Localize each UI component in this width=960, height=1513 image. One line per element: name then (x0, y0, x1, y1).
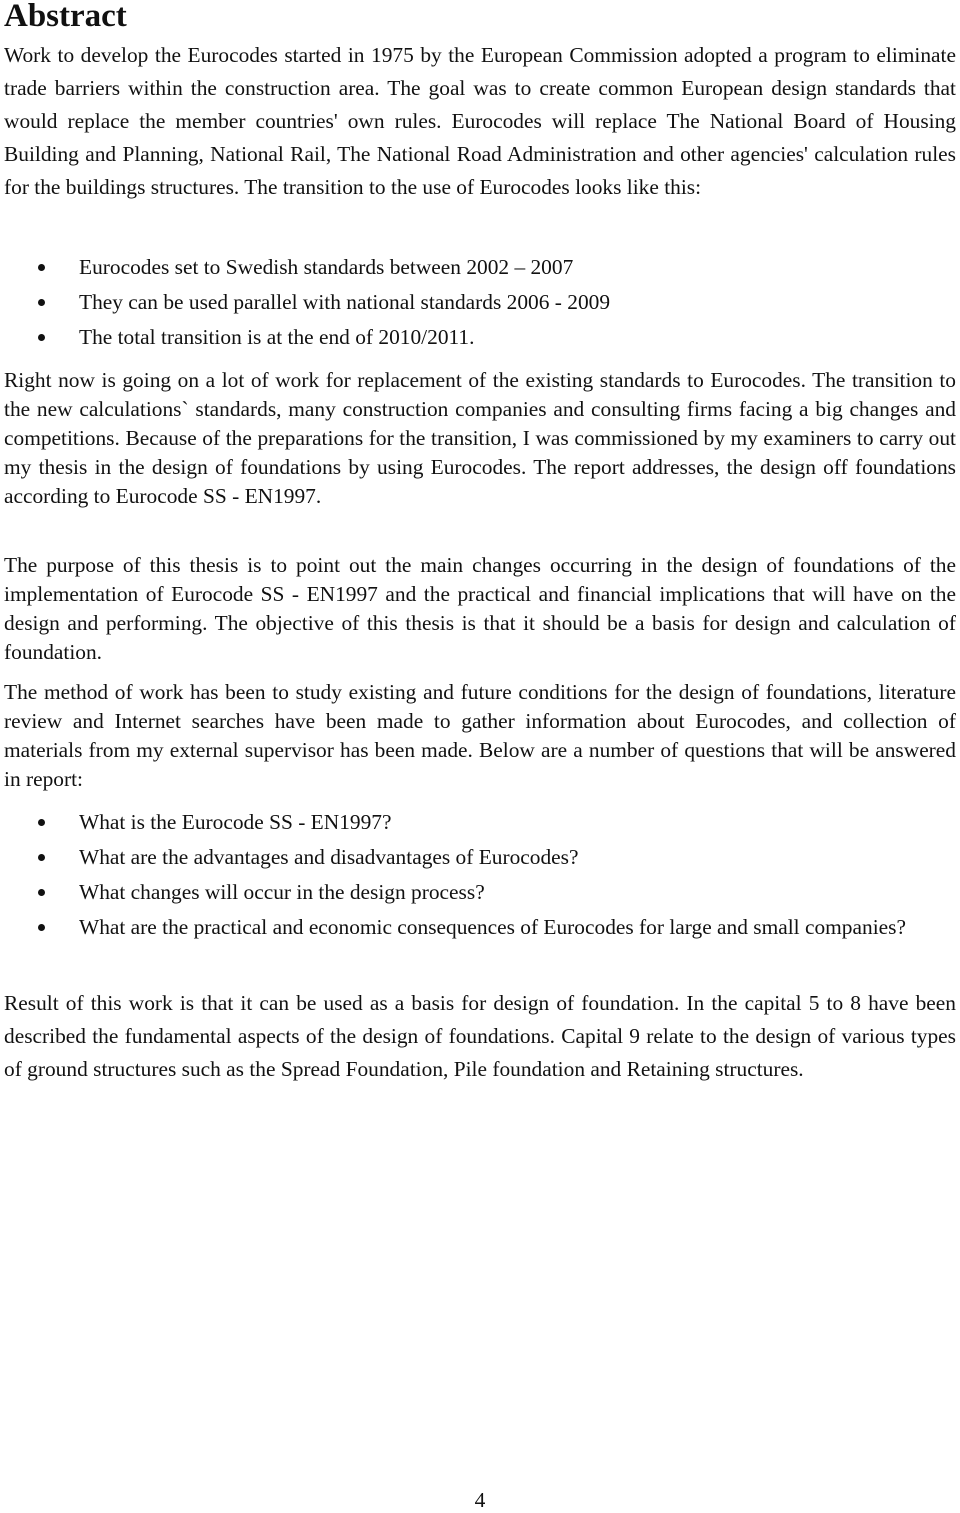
bullet-icon (38, 819, 45, 826)
bullet-icon (38, 264, 45, 271)
bullet-icon (38, 334, 45, 341)
list-item (0, 875, 956, 909)
list-item-text: What changes will occur in the design process? (79, 880, 485, 904)
bullet-icon (38, 854, 45, 861)
list-item (0, 250, 956, 285)
current-work-paragraph: Right now is going on a lot of work for replacement of the existing standards to Eurocodes. The transition to the new calculations` standards, many construction companies and consulting firms facing a big changes and competitions. Because of the preparations for the transition, I was commissioned by my examiners to carry out my thesis in the design of foundations by using Eurocodes. The report addresses, the design off foundations according to Eurocode SS - EN1997. (4, 368, 956, 508)
bullet-icon (38, 299, 45, 306)
list-item (0, 285, 956, 320)
bullet-icon (38, 924, 45, 931)
list-item (0, 320, 956, 355)
questions-list (0, 805, 956, 945)
list-item-text: What are the practical and economic consequences of Eurocodes for large and small companies? (79, 915, 906, 939)
page-title: Abstract (4, 0, 127, 34)
intro-paragraph: Work to develop the Eurocodes started in 1975 by the European Commission adopted a program to eliminate trade barriers within the construction area. The goal was to create common European design standards that would replace the member countries' own rules. Eurocodes will replace The National Board of Housing Building and Planning, National Rail, The National Road Administration and other agencies' calculation rules for the buildings structures. The transition to the use of Eurocodes looks like this: (4, 43, 956, 199)
result-paragraph: Result of this work is that it can be used as a basis for design of foundation. In the capital 5 to 8 have been described the fundamental aspects of the design of foundations. Capital 9 relate to the design of various types of ground structures such as the Spread Foundation, Pile foundation and Retaining structures. (4, 991, 956, 1081)
transition-list (0, 250, 956, 355)
page-number: 4 (474, 1488, 486, 1512)
list-item-text: They can be used parallel with national standards 2006 - 2009 (79, 290, 611, 314)
bullet-icon (38, 889, 45, 896)
list-item (0, 840, 956, 874)
list-item (0, 805, 956, 839)
purpose-paragraph: The purpose of this thesis is to point out the main changes occurring in the design of foundations of the implementation of Eurocode SS - EN1997 and the practical and financial implications that will have on the design and performing. The objective of this thesis is that it should be a basis for design and calculation of foundation. (4, 553, 956, 664)
list-item-text: What are the advantages and disadvantages of Eurocodes? (79, 845, 579, 869)
list-item-text: Eurocodes set to Swedish standards between 2002 – 2007 (79, 255, 574, 279)
method-paragraph: The method of work has been to study existing and future conditions for the design of foundations, literature review and Internet searches have been made to gather information about Eurocodes, and collection of materials from my external supervisor has been made. Below are a number of questions that will be answered in report: (4, 680, 956, 791)
list-item-text: What is the Eurocode SS - EN1997? (79, 810, 392, 834)
list-item (0, 910, 956, 944)
list-item-text: The total transition is at the end of 2010/2011. (79, 325, 475, 349)
